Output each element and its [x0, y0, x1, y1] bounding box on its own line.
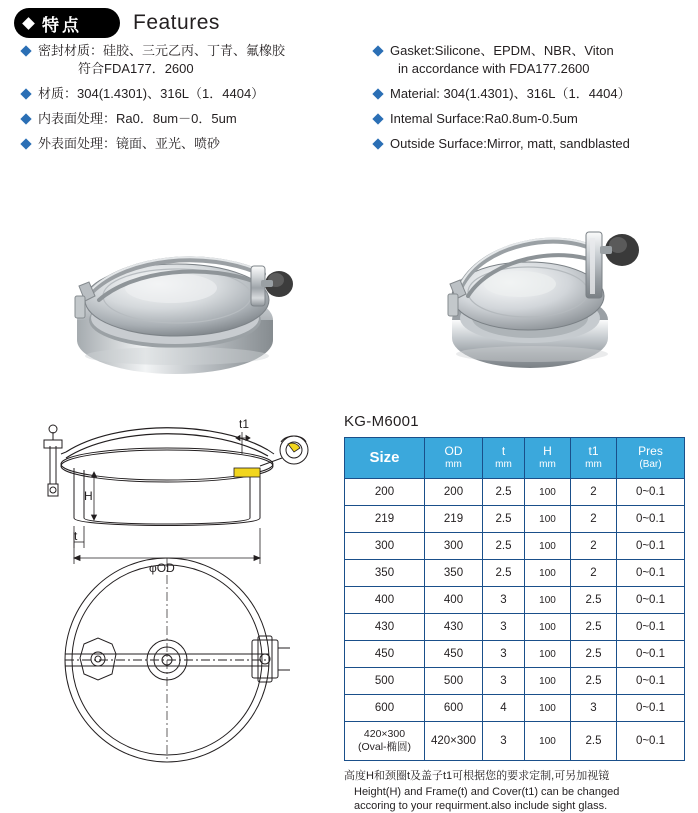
cell-t: 3 — [483, 668, 525, 695]
cell-size: 219 — [345, 506, 425, 533]
bullet-diamond-icon — [20, 88, 31, 99]
feature-item — [374, 42, 698, 78]
cell-pres: 0~0.1 — [617, 614, 685, 641]
cell-h: 100 — [525, 506, 571, 533]
cell-t: 2.5 — [483, 479, 525, 506]
cell-pres: 0~0.1 — [617, 533, 685, 560]
table-row — [345, 587, 685, 614]
spec-table-block — [344, 413, 690, 813]
cell-size: 200 — [345, 479, 425, 506]
table-header-row — [345, 438, 685, 479]
col-header-pres-unit: (Bar) — [639, 459, 662, 470]
cell-pres: 0~0.1 — [617, 668, 685, 695]
col-header-t1-unit: mm — [585, 459, 602, 470]
feature-text: 内表面处理：Ra0．8um－0．5um — [38, 111, 237, 126]
table-row — [345, 614, 685, 641]
cell-t1: 2 — [571, 560, 617, 587]
col-header-t1-label: t1 — [588, 444, 599, 458]
specification-table — [344, 437, 685, 761]
bullet-diamond-icon — [372, 45, 383, 56]
table-row — [345, 560, 685, 587]
cell-pres: 0~0.1 — [617, 587, 685, 614]
features-badge — [14, 8, 120, 38]
note-english-line1: Height(H) and Frame(t) and Cover(t1) can be changed — [354, 786, 620, 798]
cell-t: 4 — [483, 695, 525, 722]
cell-od: 350 — [425, 560, 483, 587]
cell-size: 430 — [345, 614, 425, 641]
feature-subline: 符合FDA177．2600 — [78, 61, 194, 76]
bullet-diamond-icon — [20, 45, 31, 56]
page-title: Features — [133, 11, 220, 34]
feature-item — [22, 135, 370, 153]
feature-item — [22, 110, 370, 128]
cell-t: 2.5 — [483, 506, 525, 533]
product-photos — [0, 180, 698, 380]
bullet-diamond-icon — [20, 113, 31, 124]
feature-text: Outside Surface:Mirror, matt, sandblasted — [390, 136, 630, 151]
cell-h: 100 — [525, 560, 571, 587]
cell-t: 3 — [483, 641, 525, 668]
dim-label-H: H — [84, 489, 93, 503]
col-header-od — [425, 438, 483, 479]
bullet-diamond-icon — [372, 138, 383, 149]
feature-item — [22, 85, 370, 103]
table-row — [345, 506, 685, 533]
cell-h: 100 — [525, 614, 571, 641]
product-photo-right — [420, 192, 660, 382]
feature-item — [374, 110, 698, 128]
table-row — [345, 641, 685, 668]
feature-text: Intemal Surface:Ra0.8um-0.5um — [390, 111, 578, 126]
cell-od: 420×300 — [425, 722, 483, 761]
col-header-t1 — [571, 438, 617, 479]
cell-h: 100 — [525, 641, 571, 668]
cell-t1: 2.5 — [571, 614, 617, 641]
cell-t: 3 — [483, 587, 525, 614]
table-row — [345, 533, 685, 560]
cell-t1: 2 — [571, 533, 617, 560]
dim-label-t: t — [74, 529, 78, 543]
cell-size: 600 — [345, 695, 425, 722]
table-row-oval — [345, 722, 685, 761]
cell-size: 500 — [345, 668, 425, 695]
cell-pres: 0~0.1 — [617, 695, 685, 722]
cell-h: 100 — [525, 695, 571, 722]
bullet-diamond-icon — [372, 88, 383, 99]
cell-t1: 2 — [571, 506, 617, 533]
features-section — [0, 42, 698, 160]
col-header-size-label: Size — [369, 449, 400, 466]
cell-pres: 0~0.1 — [617, 560, 685, 587]
col-header-t — [483, 438, 525, 479]
cell-t1: 2 — [571, 479, 617, 506]
dim-label-t1: t1 — [239, 417, 250, 431]
cell-t: 3 — [483, 722, 525, 761]
feature-text: 外表面处理：镜面、亚光、喷砂 — [38, 136, 221, 151]
cell-pres: 0~0.1 — [617, 479, 685, 506]
feature-subline: in accordance with FDA177.2600 — [398, 61, 590, 76]
model-number: KG-M6001 — [344, 413, 419, 430]
cell-od: 300 — [425, 533, 483, 560]
features-column-english — [370, 42, 698, 160]
cell-t1: 2.5 — [571, 587, 617, 614]
table-note — [344, 769, 690, 813]
cell-size-oval — [345, 722, 425, 761]
feature-text — [38, 42, 285, 78]
cell-pres: 0~0.1 — [617, 641, 685, 668]
cell-h: 100 — [525, 533, 571, 560]
cell-t1: 3 — [571, 695, 617, 722]
page-header — [14, 8, 220, 38]
cell-od: 200 — [425, 479, 483, 506]
feature-text — [390, 42, 614, 78]
cell-od: 400 — [425, 587, 483, 614]
cell-pres: 0~0.1 — [617, 722, 685, 761]
col-header-h-unit: mm — [539, 459, 556, 470]
table-row — [345, 479, 685, 506]
cell-size-oval-line2: (Oval-椭圆) — [357, 741, 412, 753]
cell-t1: 2.5 — [571, 668, 617, 695]
cell-od: 219 — [425, 506, 483, 533]
bullet-diamond-icon — [20, 138, 31, 149]
feature-text: Material: 304(1.4301)、316L（1．4404） — [390, 86, 631, 101]
col-header-h — [525, 438, 571, 479]
cell-t: 2.5 — [483, 533, 525, 560]
technical-drawing — [6, 392, 336, 772]
cell-pres: 0~0.1 — [617, 506, 685, 533]
col-header-pres-label: Pres — [638, 444, 663, 458]
col-header-t-label: t — [501, 444, 506, 458]
bullet-diamond-icon — [372, 113, 383, 124]
note-chinese: 高度H和颈圈t及盖子t1可根据您的要求定制,可另加视镜 — [344, 770, 610, 782]
cell-od: 500 — [425, 668, 483, 695]
cell-t1: 2.5 — [571, 641, 617, 668]
col-header-pres — [617, 438, 685, 479]
cell-size: 350 — [345, 560, 425, 587]
col-header-t-unit: mm — [495, 459, 512, 470]
cell-h: 100 — [525, 722, 571, 761]
product-photo-left — [55, 200, 315, 380]
cell-size: 450 — [345, 641, 425, 668]
features-column-chinese — [0, 42, 370, 160]
feature-text: 材质：304(1.4301)、316L（1．4404） — [38, 86, 265, 101]
feature-item — [374, 135, 698, 153]
feature-item — [374, 85, 698, 103]
feature-line: Gasket:Silicone、EPDM、NBR、Viton — [390, 43, 614, 58]
col-header-h-label: H — [543, 444, 552, 458]
cell-h: 100 — [525, 479, 571, 506]
cell-t: 3 — [483, 614, 525, 641]
note-english-line2: accoring to your requirment.also include sight glass. — [354, 800, 608, 812]
diamond-icon — [22, 17, 35, 30]
cell-size: 300 — [345, 533, 425, 560]
badge-label: 特点 — [42, 15, 82, 35]
cell-size-oval-line1: 420×300 — [363, 728, 406, 740]
cell-h: 100 — [525, 587, 571, 614]
cell-t: 2.5 — [483, 560, 525, 587]
col-header-size — [345, 438, 425, 479]
cell-size: 400 — [345, 587, 425, 614]
feature-line: 密封材质：硅胶、三元乙丙、丁青、氟橡胶 — [38, 43, 286, 58]
cell-t1: 2.5 — [571, 722, 617, 761]
cell-od: 450 — [425, 641, 483, 668]
col-header-od-unit: mm — [445, 459, 462, 470]
feature-item — [22, 42, 370, 78]
col-header-od-label: OD — [444, 444, 463, 458]
dim-label-od: φOD — [149, 561, 175, 575]
cell-h: 100 — [525, 668, 571, 695]
table-row — [345, 668, 685, 695]
table-row — [345, 695, 685, 722]
cell-od: 430 — [425, 614, 483, 641]
cell-od: 600 — [425, 695, 483, 722]
